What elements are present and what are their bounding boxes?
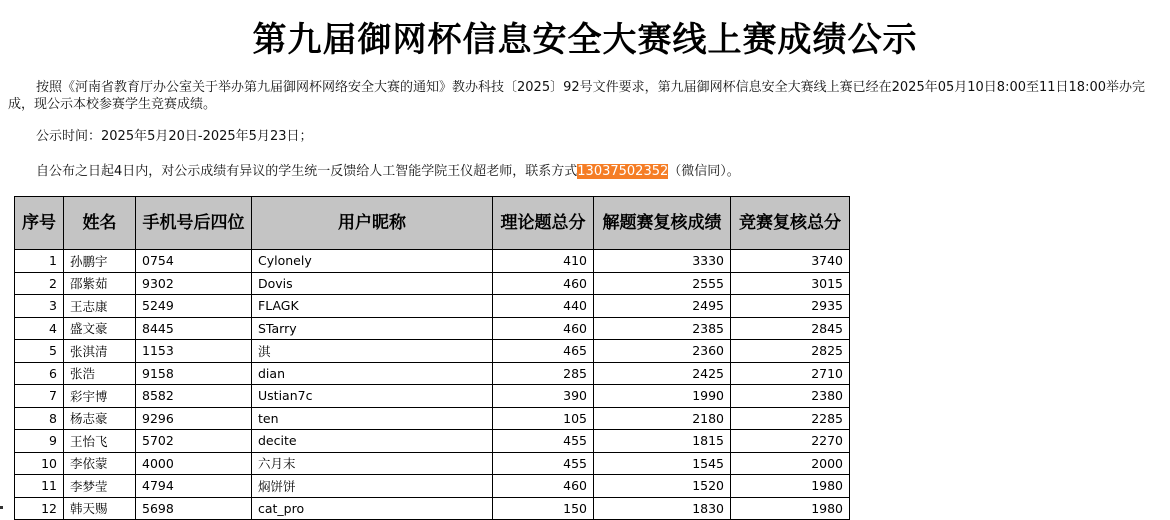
contact-text: 自公布之日起4日内，对公示成绩有异议的学生统一反馈给人工智能学院王仪超老师，联系方式 xyxy=(36,164,578,179)
notice-paragraph: 按照《河南省教育厅办公室关于举办第九届御网杯网络安全大赛的通知》教办科技〔2025〕92号文件要求，第九届御网杯信息安全大赛线上赛已经在2025年05月10日8:00至11日18:00举办完成，现公示本校参赛学生竞赛成绩。 xyxy=(8,80,1145,112)
cell-phone: 4794 xyxy=(136,475,252,498)
cell-theory: 410 xyxy=(493,250,594,273)
cell-solve: 1990 xyxy=(594,385,731,408)
cell-name: 王志康 xyxy=(64,295,136,318)
cell-phone: 5702 xyxy=(136,430,252,453)
cell-total: 2285 xyxy=(731,407,850,430)
cell-name: 韩天赐 xyxy=(64,497,136,520)
cell-nickname: FLAGK xyxy=(252,295,493,318)
cell-solve: 2360 xyxy=(594,340,731,363)
cell-theory: 285 xyxy=(493,362,594,385)
publicity-period: 公示时间：2025年5月20日-2025年5月23日； xyxy=(36,129,313,144)
page-title: 第九届御网杯信息安全大赛线上赛成绩公示 xyxy=(252,20,918,60)
cell-theory: 105 xyxy=(493,407,594,430)
table-row xyxy=(15,362,850,385)
cell-no: 10 xyxy=(15,452,64,475)
cell-phone: 9302 xyxy=(136,272,252,295)
cell-no: 11 xyxy=(15,475,64,498)
cell-phone: 4000 xyxy=(136,452,252,475)
cell-no: 1 xyxy=(15,250,64,273)
cell-solve: 2180 xyxy=(594,407,731,430)
cell-no: 7 xyxy=(15,385,64,408)
cell-nickname: 六月末 xyxy=(252,452,493,475)
phone-number-highlight[interactable]: 13037502352 xyxy=(577,164,669,179)
table-row xyxy=(15,475,850,498)
cell-total: 1980 xyxy=(731,497,850,520)
cell-total: 3740 xyxy=(731,250,850,273)
cell-phone: 8582 xyxy=(136,385,252,408)
table-row xyxy=(15,295,850,318)
table-row xyxy=(15,430,850,453)
cell-nickname: 焖饼饼 xyxy=(252,475,493,498)
table-row xyxy=(15,340,850,363)
cell-theory: 455 xyxy=(493,452,594,475)
cell-solve: 3330 xyxy=(594,250,731,273)
header-phone: 手机号后四位 xyxy=(136,197,252,250)
cell-no: 9 xyxy=(15,430,64,453)
header-name: 姓名 xyxy=(64,197,136,250)
cell-name: 杨志豪 xyxy=(64,407,136,430)
table-row xyxy=(15,317,850,340)
cell-total: 2845 xyxy=(731,317,850,340)
cell-theory: 460 xyxy=(493,475,594,498)
cell-nickname: ten xyxy=(252,407,493,430)
cell-theory: 455 xyxy=(493,430,594,453)
cell-no: 5 xyxy=(15,340,64,363)
cell-name: 李梦莹 xyxy=(64,475,136,498)
table-row xyxy=(15,497,850,520)
cell-nickname: dian xyxy=(252,362,493,385)
cell-theory: 460 xyxy=(493,317,594,340)
cell-total: 2935 xyxy=(731,295,850,318)
objection-contact xyxy=(36,163,740,180)
table-row xyxy=(15,250,850,273)
cell-no: 4 xyxy=(15,317,64,340)
cell-no: 2 xyxy=(15,272,64,295)
cell-solve: 1830 xyxy=(594,497,731,520)
cell-name: 王怡飞 xyxy=(64,430,136,453)
header-no: 序号 xyxy=(15,197,64,250)
cell-no: 3 xyxy=(15,295,64,318)
cell-name: 李依蒙 xyxy=(64,452,136,475)
cell-phone: 1153 xyxy=(136,340,252,363)
cell-total: 2380 xyxy=(731,385,850,408)
cell-theory: 460 xyxy=(493,272,594,295)
cell-nickname: cat_pro xyxy=(252,497,493,520)
cell-solve: 2425 xyxy=(594,362,731,385)
table-header-row xyxy=(15,197,850,250)
cell-nickname: Cylonely xyxy=(252,250,493,273)
cell-total: 2825 xyxy=(731,340,850,363)
scroll-marker xyxy=(0,506,3,509)
cell-solve: 2385 xyxy=(594,317,731,340)
cell-phone: 5249 xyxy=(136,295,252,318)
cell-solve: 2555 xyxy=(594,272,731,295)
cell-name: 孙鹏宇 xyxy=(64,250,136,273)
cell-nickname: STarry xyxy=(252,317,493,340)
cell-total: 2270 xyxy=(731,430,850,453)
cell-nickname: Dovis xyxy=(252,272,493,295)
cell-phone: 8445 xyxy=(136,317,252,340)
cell-no: 8 xyxy=(15,407,64,430)
cell-total: 2000 xyxy=(731,452,850,475)
table-body xyxy=(15,250,850,520)
cell-total: 3015 xyxy=(731,272,850,295)
cell-total: 2710 xyxy=(731,362,850,385)
contact-suffix: （微信同）。 xyxy=(668,164,740,179)
cell-nickname: Ustian7c xyxy=(252,385,493,408)
table-row xyxy=(15,272,850,295)
table-row xyxy=(15,452,850,475)
table-row xyxy=(15,407,850,430)
cell-no: 6 xyxy=(15,362,64,385)
cell-theory: 465 xyxy=(493,340,594,363)
cell-phone: 9296 xyxy=(136,407,252,430)
cell-solve: 2495 xyxy=(594,295,731,318)
header-theory: 理论题总分 xyxy=(493,197,594,250)
cell-name: 彩宇博 xyxy=(64,385,136,408)
cell-solve: 1545 xyxy=(594,452,731,475)
cell-name: 盛文豪 xyxy=(64,317,136,340)
cell-name: 张淇清 xyxy=(64,340,136,363)
cell-name: 张浩 xyxy=(64,362,136,385)
cell-name: 邵紫茹 xyxy=(64,272,136,295)
score-table xyxy=(14,196,850,520)
cell-no: 12 xyxy=(15,497,64,520)
header-solve: 解题赛复核成绩 xyxy=(594,197,731,250)
cell-phone: 0754 xyxy=(136,250,252,273)
cell-solve: 1520 xyxy=(594,475,731,498)
header-total: 竞赛复核总分 xyxy=(731,197,850,250)
cell-theory: 440 xyxy=(493,295,594,318)
cell-theory: 390 xyxy=(493,385,594,408)
cell-theory: 150 xyxy=(493,497,594,520)
cell-total: 1980 xyxy=(731,475,850,498)
cell-nickname: decite xyxy=(252,430,493,453)
cell-phone: 9158 xyxy=(136,362,252,385)
table-row xyxy=(15,385,850,408)
cell-nickname: 淇 xyxy=(252,340,493,363)
cell-phone: 5698 xyxy=(136,497,252,520)
header-nickname: 用户昵称 xyxy=(252,197,493,250)
cell-solve: 1815 xyxy=(594,430,731,453)
